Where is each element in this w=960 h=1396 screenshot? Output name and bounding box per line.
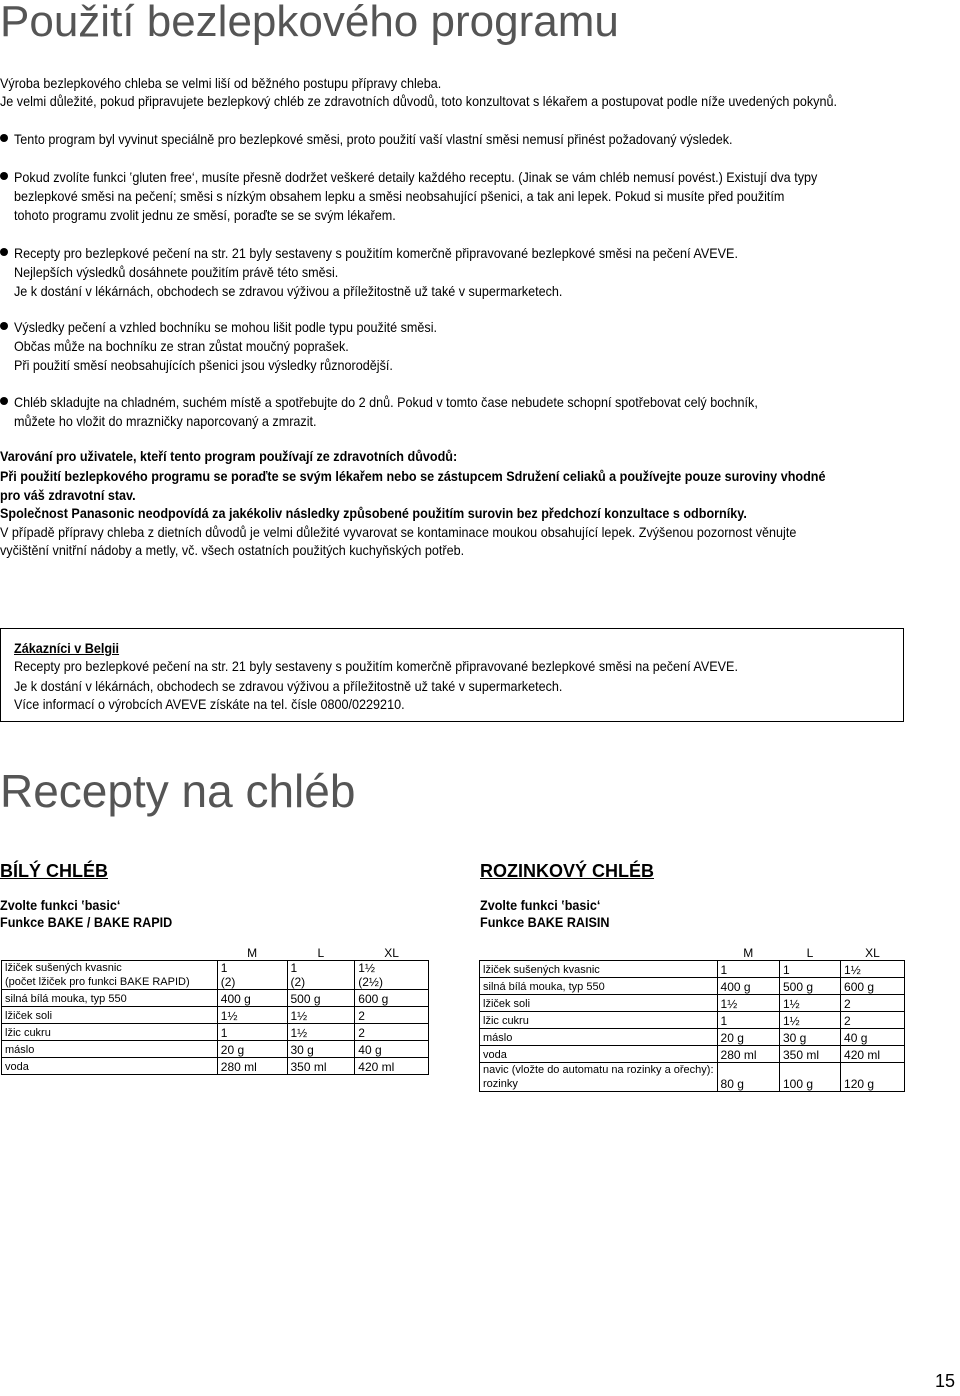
bullet-dot [0, 397, 8, 405]
bullet-3-line-3: Je k dostání v lékárnách, obchodech se zdravou výživou a příležitostně už také v supermarketech. [14, 283, 563, 299]
ingredient-text: lžiček sušených kvasnic [5, 962, 122, 974]
ingredient-cell [2, 1007, 218, 1024]
ingredient-text: navic (vložte do automatu na rozinky a ořechy): [483, 1064, 714, 1076]
amount-xl-cell [841, 1063, 905, 1092]
table-row [2, 990, 429, 1007]
page-title: Použití bezlepkového programu [0, 0, 619, 46]
amount-xl-cell [841, 1012, 905, 1029]
table-row [480, 1046, 905, 1063]
bullet-1-line-1: Tento program byl vyvinut speciálně pro bezlepkové směsi, proto použití vaší vlastní směsi nemusí přinést požadovaný výsledek. [14, 131, 733, 147]
belgium-box-line-1: Recepty pro bezlepkové pečení na str. 21 byly sestaveny s použitím komerčně připravované bezlepkové směsi na pečení AVEVE. [14, 658, 738, 674]
bullet-dot [0, 172, 8, 180]
amount-text: 1½ [358, 961, 375, 975]
amount-m-cell [217, 1007, 287, 1024]
amount-l-cell [780, 1063, 841, 1092]
amount-text: 1 [720, 963, 728, 977]
warning-bold-1: Při použití bezlepkového programu se poraďte se svým lékařem nebo se zástupcem Sdružení celiaků a používejte pouze suroviny vhodné [0, 468, 826, 484]
ingredient-text: rozinky [483, 1078, 518, 1090]
table-row [2, 1041, 429, 1058]
bullet-3-line-1: Recepty pro bezlepkové pečení na str. 21 byly sestaveny s použitím komerčně připravované bezlepkové směsi na pečení AVEVE. [14, 245, 738, 261]
recipe-title: ROZINKOVÝ CHLÉB [480, 861, 655, 881]
bullet-2-line-1: Pokud zvolíte funkci ‛gluten free‘, musíte přesně dodržet veškeré detaily každého receptu. (Jinak se vám chléb nemusí povést.) Existují dva typy [14, 169, 818, 185]
ingredient-cell [480, 1063, 718, 1092]
belgium-info-box [0, 628, 904, 722]
amount-xl-cell [841, 995, 905, 1012]
amount-xl-cell [355, 1058, 429, 1075]
amount-text: 1 [720, 1014, 728, 1028]
amount-text: 20 g [720, 1031, 744, 1045]
table-row [2, 1058, 429, 1075]
amount-text: 420 ml [358, 1060, 395, 1074]
bullet-4-line-3: Při použití směsí neobsahujících pšenici jsou výsledky různorodější. [14, 357, 393, 373]
amount-text: 420 ml [844, 1048, 881, 1062]
bullet-5-line-1: Chléb skladujte na chladném, suchém místě a spotřebujte do 2 dnů. Pokud v tomto čase nebudete schopní spotřebovat celý bochník, [14, 394, 758, 410]
bullet-4-line-2: Občas může na bochníku ze stran zůstat moučný poprašek. [14, 338, 349, 354]
amount-m-cell [217, 990, 287, 1007]
ingredient-text: lžic cukru [5, 1027, 51, 1039]
ingredient-text: lžiček sušených kvasnic [483, 964, 600, 976]
amount-text: 40 g [844, 1031, 868, 1045]
amount-text: 1 [290, 961, 298, 975]
ingredient-cell [480, 995, 718, 1012]
warning-text-2: vyčištění vnitřní nádoby a metly, vč. všech ostatních použitých kuchyňských potřeb. [0, 542, 465, 558]
amount-text: 600 g [844, 980, 875, 994]
ingredient-text: máslo [5, 1044, 35, 1056]
page-number: 15 [934, 1371, 955, 1391]
ingredient-text: voda [5, 1061, 29, 1073]
amount-xl-cell [841, 1046, 905, 1063]
section-title: Recepty na chléb [0, 765, 356, 817]
amount-xl-cell [355, 990, 429, 1007]
amount-xl-cell [841, 1029, 905, 1046]
warning-title: Varování pro uživatele, kteří tento program používají ze zdravotních důvodů: [0, 448, 458, 464]
table-row [480, 978, 905, 995]
amount-xl-cell [841, 978, 905, 995]
header-size-l: L [287, 944, 355, 961]
amount-m-cell [217, 961, 287, 990]
amount-m-cell [717, 978, 779, 995]
amount-m-cell [717, 1012, 779, 1029]
ingredients-table [479, 944, 905, 1092]
amount-text: 350 ml [783, 1048, 820, 1062]
belgium-box-line-2: Je k dostání v lékárnách, obchodech se zdravou výživou a příležitostně už také v supermarketech. [14, 678, 563, 694]
amount-text: 2 [358, 1009, 365, 1023]
bullet-2-line-2: bezlepkové směsi na pečení; směsi s nízkým obsahem lepku a směsi neobsahující pšenici, a tak ani lepek. Pokud si musíte před použitím [14, 188, 785, 204]
ingredient-text: voda [483, 1049, 507, 1061]
amount-m-cell [217, 1024, 287, 1041]
recipe-title: BÍLÝ CHLÉB [0, 861, 108, 881]
table-header-row [480, 944, 905, 961]
ingredient-cell [2, 1058, 218, 1075]
amount-text: (2½) [358, 975, 383, 989]
amount-text: 1½ [290, 1026, 308, 1040]
amount-l-cell [287, 1007, 355, 1024]
header-size-xl: XL [841, 944, 905, 961]
amount-text: (2) [220, 975, 236, 989]
table-row [480, 1012, 905, 1029]
amount-m-cell [217, 1058, 287, 1075]
table-row [2, 961, 429, 990]
belgium-box-title: Zákazníci v Belgii [14, 640, 120, 656]
amount-xl-cell [841, 961, 905, 978]
bullet-3-line-2: Nejlepších výsledků dosáhnete použitím právě této směsi. [14, 264, 339, 280]
ingredient-cell [2, 1024, 218, 1041]
amount-text: 1½ [220, 1009, 238, 1023]
warning-bold-2: pro váš zdravotní stav. [0, 487, 136, 503]
table-row [2, 1024, 429, 1041]
recipe-function: Zvolte funkci ‛basic‘ [0, 897, 121, 913]
amount-text: 1 [783, 963, 790, 977]
ingredient-cell [480, 1029, 718, 1046]
amount-l-cell [780, 995, 841, 1012]
amount-text: 30 g [783, 1031, 807, 1045]
amount-m-cell [717, 1029, 779, 1046]
bullet-dot [0, 322, 8, 330]
amount-text: 600 g [358, 992, 389, 1006]
amount-text: 400 g [220, 992, 251, 1006]
ingredient-text: silná bílá mouka, typ 550 [5, 993, 127, 1005]
table-header-row [2, 944, 429, 961]
amount-l-cell [287, 961, 355, 990]
amount-text: 1½ [783, 1014, 800, 1028]
amount-text: 100 g [783, 1077, 814, 1091]
ingredients-table [1, 944, 429, 1075]
amount-m-cell [717, 961, 779, 978]
ingredient-cell [480, 1012, 718, 1029]
amount-text: 1 [220, 961, 228, 975]
table-row [480, 1029, 905, 1046]
ingredient-text: (počet lžiček pro funkci BAKE RAPID) [5, 976, 190, 988]
ingredient-cell [480, 978, 718, 995]
recipe-bake-function: Funkce BAKE / BAKE RAPID [0, 914, 173, 930]
amount-text: 120 g [844, 1077, 875, 1091]
table-row [480, 995, 905, 1012]
table-row [480, 1063, 905, 1092]
amount-xl-cell [355, 1007, 429, 1024]
amount-l-cell [780, 1012, 841, 1029]
header-size-m: M [717, 944, 779, 961]
amount-text: 2 [358, 1026, 365, 1040]
amount-text: 350 ml [290, 1060, 327, 1074]
amount-text: 1½ [844, 963, 861, 977]
recipe-function: Zvolte funkci ‛basic‘ [480, 897, 601, 913]
header-size-m: M [217, 944, 287, 961]
amount-text: 500 g [290, 992, 321, 1006]
table-row [480, 961, 905, 978]
amount-text: (2) [290, 975, 306, 989]
belgium-box-line-3: Více informací o výrobcích AVEVE získáte na tel. čísle 0800/0229210. [14, 696, 405, 712]
ingredient-text: lžiček soli [483, 998, 531, 1010]
ingredient-text: lžiček soli [5, 1010, 53, 1022]
amount-text: 80 g [720, 1077, 744, 1091]
warning-text-1: V případě přípravy chleba z dietních důvodů je velmi důležité vyvarovat se kontaminace moukou obsahující lepek. Zvýšenou pozornost věnujte [0, 524, 797, 540]
warning-bold-3: Společnost Panasonic neodpovídá za jakékoliv následky způsobené použitím surovin bez předchozí konzultace s odborníky. [0, 505, 747, 521]
amount-m-cell [217, 1041, 287, 1058]
ingredient-text: máslo [483, 1032, 513, 1044]
amount-l-cell [780, 1029, 841, 1046]
amount-l-cell [780, 1046, 841, 1063]
amount-m-cell [717, 995, 779, 1012]
ingredient-text: lžic cukru [483, 1015, 529, 1027]
bullet-4-line-1: Výsledky pečení a vzhled bochníku se mohou lišit podle typu použité směsi. [14, 319, 438, 335]
ingredient-cell [480, 1046, 718, 1063]
ingredient-cell [2, 1041, 218, 1058]
amount-xl-cell [355, 1041, 429, 1058]
header-blank [480, 944, 718, 961]
amount-m-cell [717, 1063, 779, 1092]
amount-l-cell [287, 1024, 355, 1041]
amount-text: 2 [844, 1014, 851, 1028]
ingredient-cell [2, 990, 218, 1007]
bullet-5-line-2: můžete ho vložit do mrazničky naporcovaný a zmrazit. [14, 413, 317, 429]
amount-text: 1½ [720, 997, 738, 1011]
amount-text: 280 ml [220, 1060, 257, 1074]
bullet-dot [0, 134, 8, 142]
bullet-dot [0, 248, 8, 256]
bullet-2-line-3: tohoto programu zvolit jednu ze směsí, poraďte se se svým lékařem. [14, 207, 396, 223]
amount-l-cell [287, 1058, 355, 1075]
amount-m-cell [717, 1046, 779, 1063]
ingredient-cell [480, 961, 718, 978]
amount-text: 500 g [783, 980, 814, 994]
amount-text: 2 [844, 997, 851, 1011]
recipe-bake-function: Funkce BAKE RAISIN [480, 914, 610, 930]
header-blank [2, 944, 218, 961]
amount-text: 1 [220, 1026, 228, 1040]
amount-text: 280 ml [720, 1048, 757, 1062]
amount-l-cell [780, 961, 841, 978]
intro-line-1: Výroba bezlepkového chleba se velmi liší od běžného postupu přípravy chleba. [0, 75, 442, 91]
amount-text: 1½ [290, 1009, 308, 1023]
amount-xl-cell [355, 1024, 429, 1041]
amount-l-cell [287, 1041, 355, 1058]
ingredient-cell [2, 961, 218, 990]
amount-l-cell [780, 978, 841, 995]
amount-text: 20 g [220, 1043, 245, 1057]
intro-line-2: Je velmi důležité, pokud připravujete bezlepkový chléb ze zdravotních důvodů, toto konzultovat s lékařem a postupovat podle níže uvedených pokynů. [0, 93, 838, 109]
amount-text: 400 g [720, 980, 751, 994]
amount-text: 40 g [358, 1043, 382, 1057]
header-size-l: L [780, 944, 841, 961]
amount-l-cell [287, 990, 355, 1007]
header-size-xl: XL [355, 944, 429, 961]
amount-xl-cell [355, 961, 429, 990]
amount-text: 1½ [783, 997, 800, 1011]
amount-text: 30 g [290, 1043, 314, 1057]
ingredient-text: silná bílá mouka, typ 550 [483, 981, 605, 993]
table-row [2, 1007, 429, 1024]
